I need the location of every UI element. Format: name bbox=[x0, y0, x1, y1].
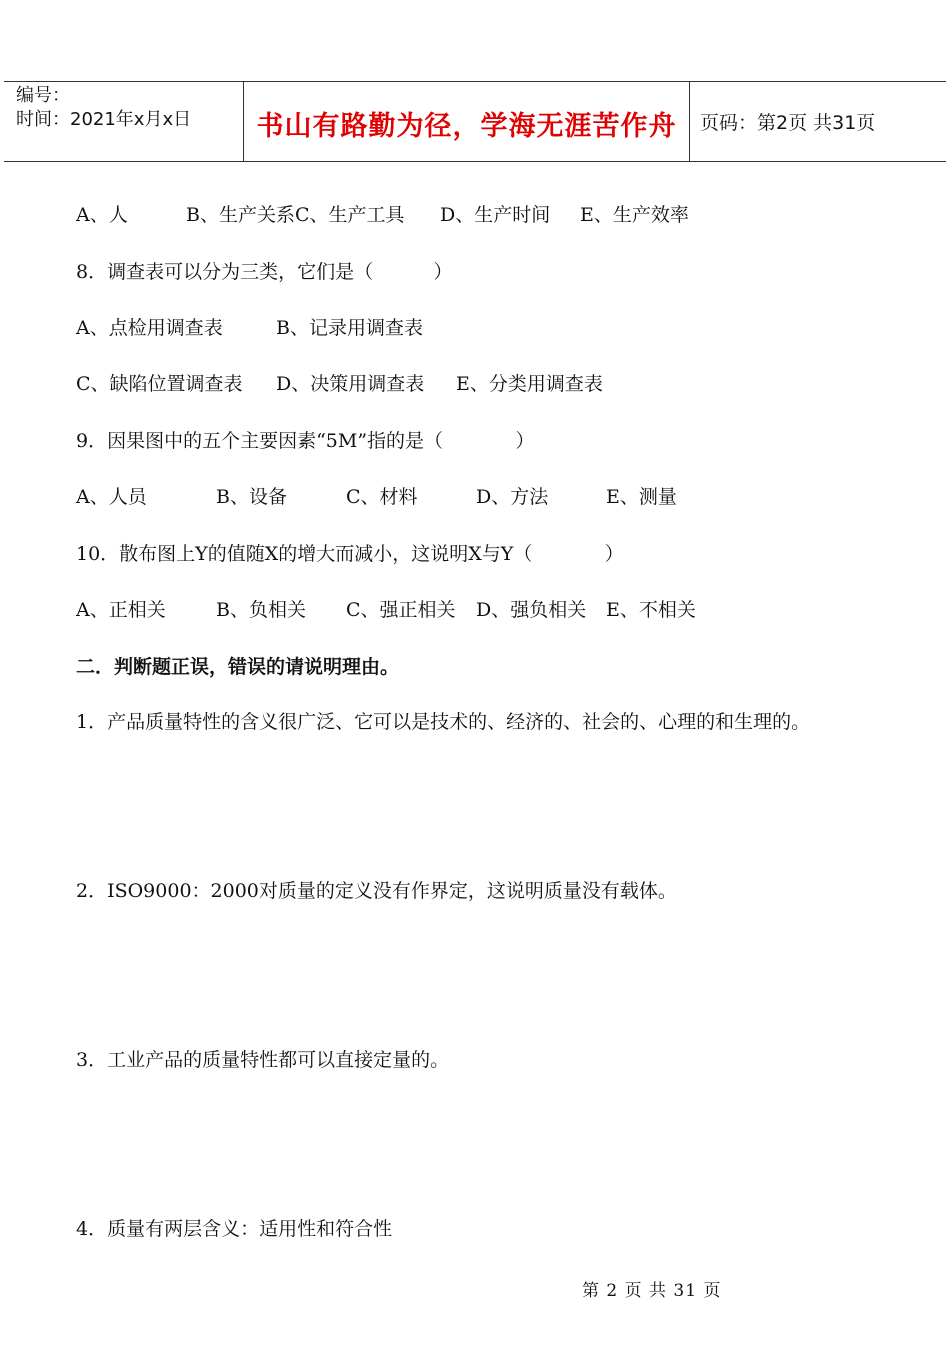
header-meta bbox=[4, 82, 244, 161]
q10-option-e: E、不相关 bbox=[606, 599, 696, 621]
q10-option-d: D、强负相关 bbox=[476, 599, 587, 621]
header-page-info bbox=[690, 82, 946, 161]
q9-option-d: D、方法 bbox=[476, 486, 549, 508]
judgement-item-3: 3．工业产品的质量特性都可以直接定量的。 bbox=[76, 1049, 450, 1071]
q9-option-e: E、测量 bbox=[606, 486, 677, 508]
q9-option-c: C、材料 bbox=[346, 486, 418, 508]
judgement-item-4: 4．质量有两层含义：适用性和符合性 bbox=[76, 1218, 393, 1240]
judgement-item-2: 2．ISO9000：2000对质量的定义没有作界定，这说明质量没有载体。 bbox=[76, 880, 677, 902]
option-a: A、人 bbox=[76, 204, 128, 226]
q8-option-b: B、记录用调查表 bbox=[276, 317, 423, 339]
q8-option-d: D、决策用调查表 bbox=[276, 373, 425, 395]
q10-option-c: C、强正相关 bbox=[346, 599, 456, 621]
q8-option-a: A、点检用调查表 bbox=[76, 317, 223, 339]
q10-option-b: B、负相关 bbox=[216, 599, 306, 621]
section-2-title: 二．判断题正误，错误的请说明理由。 bbox=[76, 656, 400, 678]
q8-option-c: C、缺陷位置调查表 bbox=[76, 373, 243, 395]
question-9: 9．因果图中的五个主要因素“5M”指的是（ ） bbox=[76, 430, 535, 452]
header-motto-cell bbox=[244, 82, 690, 161]
option-d: D、生产时间 bbox=[440, 204, 551, 226]
q9-option-a: A、人员 bbox=[76, 486, 147, 508]
q9-option-b: B、设备 bbox=[216, 486, 287, 508]
q8-option-e: E、分类用调查表 bbox=[456, 373, 603, 395]
option-e: E、生产效率 bbox=[580, 204, 689, 226]
page-footer: 第 2 页 共 31 页 bbox=[582, 1281, 722, 1301]
judgement-item-1: 1．产品质量特性的含义很广泛、它可以是技术的、经济的、社会的、心理的和生理的。 bbox=[76, 711, 811, 733]
document-time-label: 时间：2021年x月x日 bbox=[16, 109, 192, 130]
page-info-text: 页码：第2页 共31页 bbox=[700, 112, 876, 134]
q10-option-a: A、正相关 bbox=[76, 599, 166, 621]
document-number-label: 编号： bbox=[16, 85, 70, 106]
document-header bbox=[4, 81, 946, 162]
question-8: 8．调查表可以分为三类，它们是（ ） bbox=[76, 261, 453, 283]
header-motto: 书山有路勤为径，学海无涯苦作舟 bbox=[256, 111, 677, 142]
option-b-c: B、生产关系C、生产工具 bbox=[186, 204, 405, 226]
question-10: 10．散布图上Y的值随X的增大而减小，这说明X与Y（ ） bbox=[76, 543, 624, 565]
